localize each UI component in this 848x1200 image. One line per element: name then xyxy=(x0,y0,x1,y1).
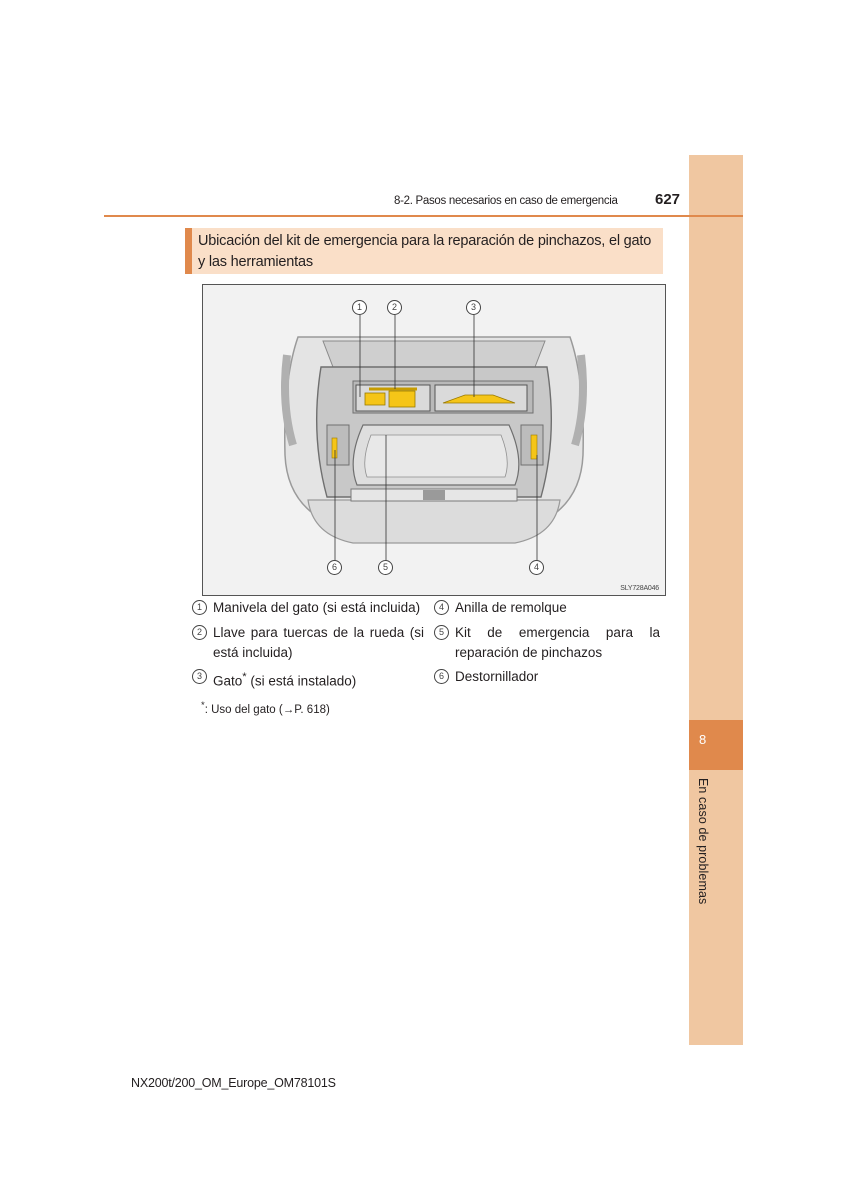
section-header: 8-2. Pasos necesarios en caso de emergencia xyxy=(394,195,618,207)
legend-number: 3 xyxy=(192,669,207,684)
callout-6: 6 xyxy=(327,560,342,575)
legend-text-main: Gato xyxy=(213,673,243,689)
section-title-box xyxy=(185,228,663,274)
legend-text: Llave para tuercas de la rueda (si está incluida) xyxy=(213,625,424,660)
callout-4: 4 xyxy=(529,560,544,575)
legend-text: Kit de emergencia para la reparación de pinchazos xyxy=(455,625,660,660)
trunk-illustration xyxy=(202,284,666,596)
chapter-number: 8 xyxy=(699,732,707,747)
chapter-label: En caso de problemas xyxy=(696,778,710,905)
legend-item-6 xyxy=(434,667,660,687)
legend-number: 6 xyxy=(434,669,449,684)
chapter-side-tab xyxy=(689,155,743,1045)
header-rule xyxy=(104,215,743,217)
callout-1: 1 xyxy=(352,300,367,315)
legend-text: Manivela del gato (si está incluida) xyxy=(213,600,421,615)
title-accent-bar xyxy=(185,228,192,274)
section-title: Ubicación del kit de emergencia para la reparación de pinchazos, el gato y las herramientas xyxy=(198,233,652,270)
footnote xyxy=(201,700,330,716)
legend-item-3 xyxy=(192,667,424,692)
trunk-drawing xyxy=(203,285,665,595)
legend-item-2 xyxy=(192,623,424,663)
legend-text: Destornillador xyxy=(455,669,539,684)
document-footer: NX200t/200_OM_Europe_OM78101S xyxy=(131,1076,336,1090)
chapter-number-tab xyxy=(689,720,743,770)
legend-item-4 xyxy=(434,598,660,618)
legend-text xyxy=(213,667,356,692)
legend-number: 1 xyxy=(192,600,207,615)
legend-number: 4 xyxy=(434,600,449,615)
legend-text: Anilla de remolque xyxy=(455,600,567,615)
page-number: 627 xyxy=(655,191,681,208)
callout-3: 3 xyxy=(466,300,481,315)
legend-number: 5 xyxy=(434,625,449,640)
asterisk-mark: * xyxy=(242,671,247,683)
footnote-mark: * xyxy=(201,700,205,711)
figure-code: SLY728A046 xyxy=(620,585,659,592)
footnote-text: : Uso del gato (→P. 618) xyxy=(204,703,330,716)
legend-item-5 xyxy=(434,623,660,663)
legend-item-1 xyxy=(192,598,424,618)
callout-5: 5 xyxy=(378,560,393,575)
callout-2: 2 xyxy=(387,300,402,315)
legend-number: 2 xyxy=(192,625,207,640)
legend-text-rest: (si está instalado) xyxy=(246,673,357,689)
